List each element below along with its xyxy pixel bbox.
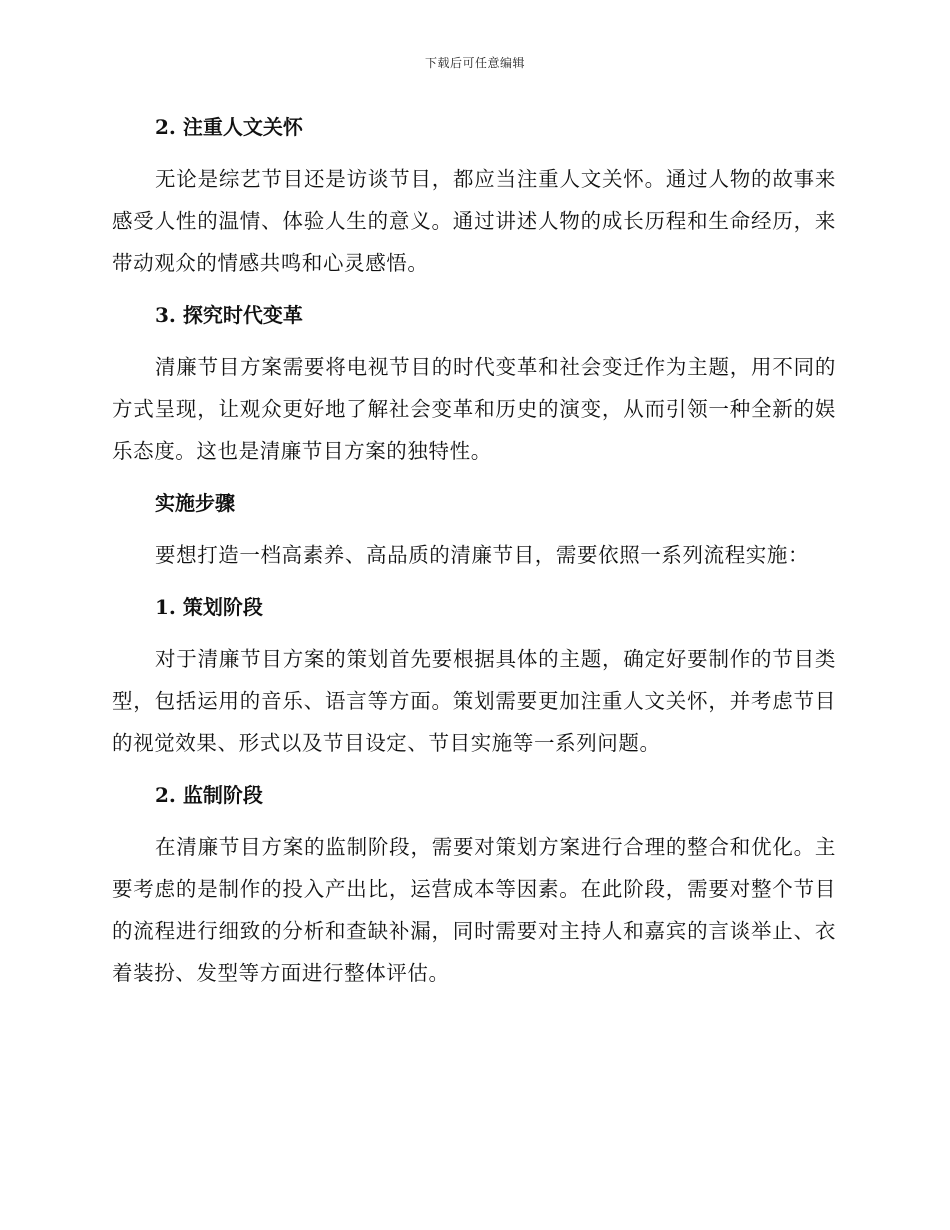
section-heading-planning-stage: 1. 策划阶段: [155, 595, 263, 619]
document-body: [112, 106, 836, 1004]
paragraph-planning-stage: 对于清廉节目方案的策划首先要根据具体的主题，确定好要制作的节目类型，包括运用的音乐、语言等方面。策划需要更加注重人文关怀，并考虑节目的视觉效果、形式以及节目设定、节目实施等一系列问题。: [112, 647, 836, 755]
paragraph-supervision-stage: 在清廉节目方案的监制阶段，需要对策划方案进行合理的整合和优化。主要考虑的是制作的投入产出比，运营成本等因素。在此阶段，需要对整个节目的流程进行细致的分析和查缺补漏，同时需要对主持人和嘉宾的言谈举止、衣着装扮、发型等方面进行整体评估。: [112, 835, 836, 985]
section-heading-supervision-stage: 2. 监制阶段: [155, 783, 263, 807]
paragraph-implementation-intro: 要想打造一档高素养、高品质的清廉节目，需要依照一系列流程实施：: [155, 543, 810, 567]
section-heading-implementation-steps: 实施步骤: [155, 491, 235, 515]
paragraph-humanistic-care: 无论是综艺节目还是访谈节目，都应当注重人文关怀。通过人物的故事来感受人性的温情、体验人生的意义。通过讲述人物的成长历程和生命经历，来带动观众的情感共鸣和心灵感悟。: [112, 167, 836, 275]
paragraph-era-change: 清廉节目方案需要将电视节目的时代变革和社会变迁作为主题，用不同的方式呈现，让观众更好地了解社会变革和历史的演变，从而引领一种全新的娱乐态度。这也是清廉节目方案的独特性。: [112, 355, 836, 463]
section-heading-humanistic-care: 2. 注重人文关怀: [155, 115, 303, 139]
section-heading-era-change: 3. 探究时代变革: [155, 303, 303, 327]
header-note: 下载后可任意编辑: [424, 56, 525, 70]
